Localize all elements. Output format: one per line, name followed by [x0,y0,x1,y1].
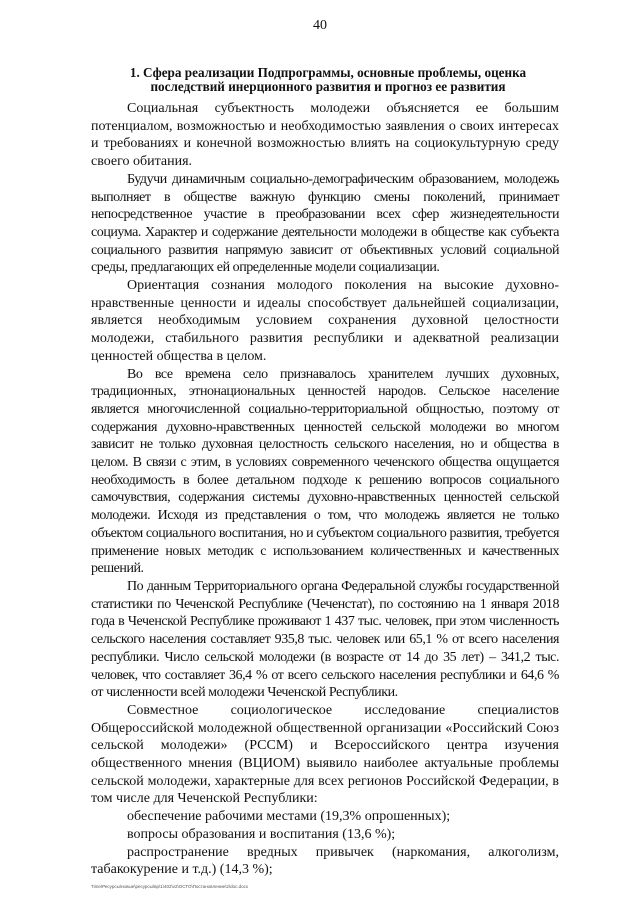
list-item-jobs: обеспечение рабочими местами (19,3% опрошенных); [127,809,451,825]
body-text [91,100,559,879]
paragraph-value-orientation: Ориентация сознания молодого поколения на высокие духовно-нравственные ценности и идеалы способствует дальнейшей социализации, является необходимым условием сохранения духовной целостности молодежи, стабильного развития республики и адекватной реализации ценностей общества в целом. [91,278,559,364]
paragraph-generation-change: Будучи динамичным социально-демографическим образованием, молодежь выполняет в обществе важную функцию смены поколений, принимает непосредственное участие в преобразовании всех сфер жизнедеятельности социума. Характер и содержание деятельности молодежи в обществе как субъекта социального развития напрямую зависит от объективных условий социальной среды, предлагающих ей определенные модели социализации. [91,171,559,276]
footer-file-path: Time\Ресурсы\новые\ресурсы\вр\1\402\v2\ОСТО\Постановление\2\doc.docx [91,884,249,889]
paragraph-village-values: Во все времена село признавалось хранителем лучших духовных, традиционных, этнонациональных ценностей народов. Сельское население является многочисленной социально-территориальной общностью, поэтому от содержания духовно-нравственных ценностей сельской молодежи во многом зависит не только духовная целостность сельского населения, но и общества в целом. В связи с этим, в условиях современного чеченского общества ощущается необходимость в более детальном подходе к решению вопросов социального самочувствия, содержания системы духовно-нравственных ценностей сельской молодежи. Исходя из представления о том, что молодежь является не только объектом социального воспитания, но и субъектом социального развития, требуется применение новых методик с использованием количественных и качественных решений. [91,366,559,577]
paragraph-statistics: По данным Территориального органа Федеральной службы государственной статистики по Чеченской Республике (Чеченстат), по состоянию на 1 января 2018 года в Чеченской Республике проживают 1 437 тыс. человек, при этом численность сельского населения составляет 935,8 тыс. человек или 65,1 % от всего населения республики. Число сельской молодежи (в возрасте от 14 до 35 лет) – 341,2 тыс. человек, что составляет 36,4 % от всего сельского населения республики и 64,6 % от численности всей молодежи Чеченской Республики. [91,578,559,701]
list-item-education: вопросы образования и воспитания (13,6 %); [127,826,396,842]
page-number: 40 [313,18,327,33]
section-title: 1. Сфера реализации Подпрограммы, основные проблемы, оценка последствий инерционного развития и прогноз ее развития [129,65,527,94]
paragraph-social-subjectivity: Социальная субъектность молодежи объясняется ее большим потенциалом, возможностью и необходимостью заявления о своих интересах и требованиях и конечной возможностью влиять на социокультурную среду своего обитания. [91,101,559,170]
paragraph-survey: Совместное социологическое исследование специалистов Общероссийской молодежной общественной организации «Российский Союз сельской молодежи» (РССМ) и Всероссийского центра изучения общественного мнения (ВЦИОМ) выявило наиболее актуальные проблемы сельской молодежи, характерные для всех регионов Российской Федерации, в том числе для Чеченской Республики: [91,702,559,807]
list-item-bad-habits: распространение вредных привычек (наркомания, алкоголизм, табакокурение и т.д.) (14,3 %); [91,844,559,878]
